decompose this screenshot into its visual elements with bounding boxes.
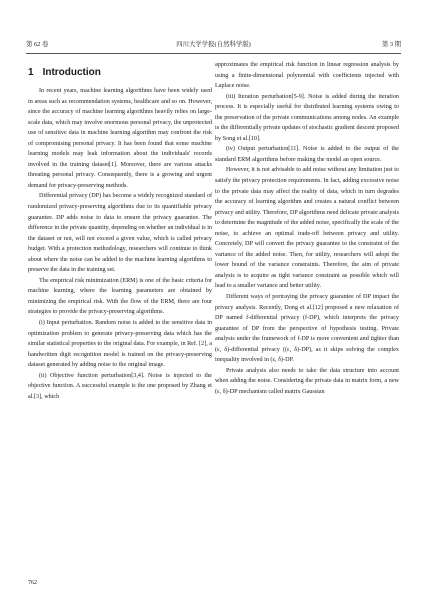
- header-journal: 四川大学学报(自然科学版): [176, 41, 251, 48]
- header-volume: 第 62 卷: [26, 41, 49, 48]
- left-column: [28, 62, 212, 402]
- paragraph: Differential privacy (DP) has become a widely recognized standard of randomized privacy-preserving algorithms due to its quantifiable privacy guarantee. DP adds noise to data to ensure the privacy guarantee. The difference in the private quantity, depending on whether an individual is in the dataset or not, will not exceed a given value, which is called privacy budget. With a protection methodology, researchers will continue to think about where the noise can be added to the machine learning algorithms to preserve the data in the training set.: [28, 193, 212, 274]
- header-rule: [26, 53, 401, 54]
- paragraph: (ii) Objective function perturbation[3,4]. Noise is injected to the objective function. A successful example is the one proposed by Zhang et al.[3], which: [28, 372, 212, 400]
- section-heading: [28, 66, 212, 80]
- paragraph: The empirical risk minimization (ERM) is one of the basic criteria for machine learning, where the learning parameters are obtained by minimizing the empirical risk. With the flow of the ERM, there are four strategies to provide the privacy-preserving algorithms.: [28, 277, 212, 316]
- section-title: Introduction: [42, 67, 101, 78]
- paragraph: (iv) Output perturbation[11]. Noise is added to the output of the standard ERM algorithms before making the model an open source.: [215, 146, 399, 163]
- paragraph: Private analysis also needs to take the data structure into account when adding the noise. Considering the private data in matrix form, a new (ε, δ)-DP mechanism called matrix Gaussian: [215, 367, 399, 395]
- section-number: 1: [28, 67, 34, 78]
- paragraph: However, it is not advisable to add noise without any limitation just to satisfy the privacy protection requirements. In fact, adding excessive noise to the private data may affect the reality of data, which in turn degrades the accuracy of learning algorithm and creates a natural conflict between privacy and utility. Therefore, DP algorithms need delicate private analysis to determine the magnitude of the added noise, specifically the scale of the noise, to achieve an optimal trade-off between privacy and utility. Concretely, DP will convert the privacy guarantee to the constraint of the variance of the added noise. Then, for utility, researchers will adopt the lower bound of the variance constraints. Therefore, the aim of private analysis is to acquire as tight variance constraint as possible which will lead to a smaller variance and better utility.: [215, 167, 399, 290]
- right-column: [215, 60, 399, 398]
- paragraph: Different ways of portraying the privacy guarantee of DP impact the privacy analysis. Recently, Dong et al.[12] proposed a new relaxation of DP named f-differential privacy (f-DP), which interprets the privacy guarantee of DP from the perspective of hypothesis testing. Private analysis under the framework of f-DP is more convenient and tighter than (ε, δ)-differential privacy ((ε, δ)-DP), as it skips solving the complex inequality involved in (ε, δ)-DP.: [215, 294, 399, 364]
- running-header: [26, 39, 401, 51]
- paragraph: approximates the empirical risk function in linear regression analysis by using a finite-dimensional polynomial with coefficients injected with Laplace noise.: [215, 62, 399, 90]
- paragraph: (iii) Iteration perturbation[5-9]. Noise is added during the iteration process. It is especially useful for distributed learning systems owing to the preservation of the private communications among nodes. An example is the differentially private updates of stochastic gradient descent proposed by Song et al.[10].: [215, 93, 399, 142]
- page-number: 762: [28, 580, 37, 586]
- header-issue: 第 3 期: [381, 41, 401, 48]
- paragraph: In recent years, machine learning algorithms have been widely used in areas such as recommendation systems, healthcare and so on. However, since the accuracy of machine learning algorithms heavily relies on large-scale data, which may involve enormous personal privacy, the unprotected use of sensitive data in machine learning algorithm may confront the risk of compromising personal privacy. It has been found that some machine learning models may leak information about the individuals' records involved in the training dataset[1]. Moreover, there are various attacks threating personal privacy. Consequently, there is a growing and urgent demand for privacy-preserving methods.: [28, 88, 212, 189]
- paragraph: (i) Input perturbation. Random noise is added to the sensitive data in optimization problem to generate privacy-preserving data which has the similar statistical properties to the original data. For example, in Ref. [2], a handwritten digit recognition model is trained on the privacy-preserving dataset generated by adding noise to the original image.: [28, 320, 212, 369]
